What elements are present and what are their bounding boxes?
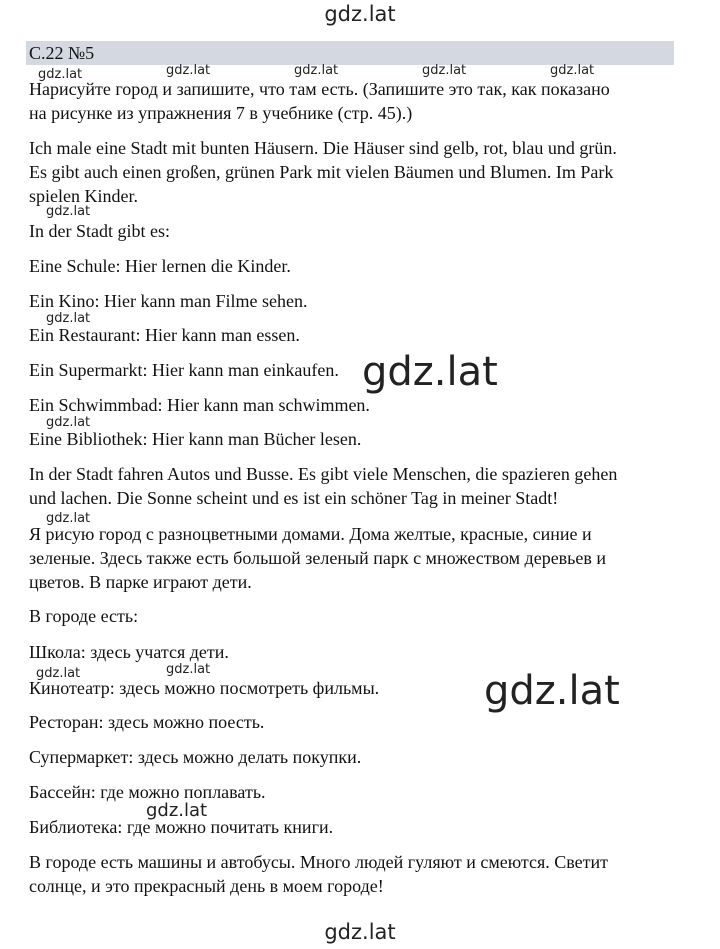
- watermark-small: gdz.lat: [36, 666, 81, 681]
- page-title: С.22 №5: [29, 43, 95, 63]
- de-item: Ein Schwimmbad: Hier kann man schwimmen.: [29, 395, 370, 415]
- watermark-small: gdz.lat: [46, 311, 91, 326]
- ru-item: Школа: здесь учатся дети.: [29, 642, 229, 662]
- watermark-small: gdz.lat: [146, 800, 208, 821]
- header-bar: [26, 41, 674, 65]
- watermark-small: gdz.lat: [46, 415, 91, 430]
- task-line: Нарисуйте город и запишите, что там есть. (Запишите это так, как показано: [29, 79, 610, 99]
- de-item: Ein Restaurant: Hier kann man essen.: [29, 325, 300, 345]
- ru-intro-line: зеленые. Здесь также есть большой зеленый парк с множеством деревьев и: [29, 548, 607, 568]
- ru-item: Кинотеатр: здесь можно посмотреть фильмы.: [29, 678, 380, 698]
- watermark-big: gdz.lat: [484, 668, 620, 714]
- de-outro-line: In der Stadt fahren Autos und Busse. Es gibt viele Menschen, die spazieren gehen: [29, 464, 618, 484]
- de-item: Eine Bibliothek: Hier kann man Bücher lesen.: [29, 429, 362, 449]
- watermark-small: gdz.lat: [166, 63, 211, 78]
- ru-intro-line: цветов. В парке играют дети.: [29, 572, 252, 592]
- ru-list-title: В городе есть:: [29, 606, 139, 626]
- ru-outro-line: солнце, и это прекрасный день в моем городе!: [29, 876, 384, 896]
- de-intro-line: spielen Kinder.: [29, 186, 138, 206]
- watermark-small: gdz.lat: [550, 63, 595, 78]
- de-intro-line: Es gibt auch einen großen, grünen Park mit vielen Bäumen und Blumen. Im Park: [29, 162, 614, 182]
- de-item: Ein Supermarkt: Hier kann man einkaufen.: [29, 360, 339, 380]
- de-list-title: In der Stadt gibt es:: [29, 221, 170, 241]
- de-item: Ein Kino: Hier kann man Filme sehen.: [29, 291, 308, 311]
- ru-item: Библиотека: где можно почитать книги.: [29, 817, 334, 837]
- watermark-top: gdz.lat: [324, 2, 396, 26]
- ru-item: Ресторан: здесь можно поесть.: [29, 712, 265, 732]
- ru-intro-line: Я рисую город с разноцветными домами. Дома желтые, красные, синие и: [29, 524, 592, 544]
- watermark-bottom: gdz.lat: [324, 920, 396, 944]
- watermark-small: gdz.lat: [46, 204, 91, 219]
- watermark-small: gdz.lat: [422, 63, 467, 78]
- watermark-small: gdz.lat: [294, 63, 339, 78]
- de-item: Eine Schule: Hier lernen die Kinder.: [29, 256, 291, 276]
- ru-item: Бассейн: где можно поплавать.: [29, 782, 266, 802]
- ru-item: Супермаркет: здесь можно делать покупки.: [29, 747, 362, 767]
- de-outro-line: und lachen. Die Sonne scheint und es ist ein schöner Tag in meiner Stadt!: [29, 488, 559, 508]
- de-intro-line: Ich male eine Stadt mit bunten Häusern. Die Häuser sind gelb, rot, blau und grün.: [29, 138, 617, 158]
- task-line: на рисунке из упражнения 7 в учебнике (стр. 45).): [29, 103, 413, 123]
- watermark-small: gdz.lat: [38, 67, 83, 82]
- watermark-big: gdz.lat: [362, 349, 498, 395]
- watermark-small: gdz.lat: [166, 662, 211, 677]
- ru-outro-line: В городе есть машины и автобусы. Много людей гуляют и смеются. Светит: [29, 852, 609, 872]
- watermark-small: gdz.lat: [46, 511, 91, 526]
